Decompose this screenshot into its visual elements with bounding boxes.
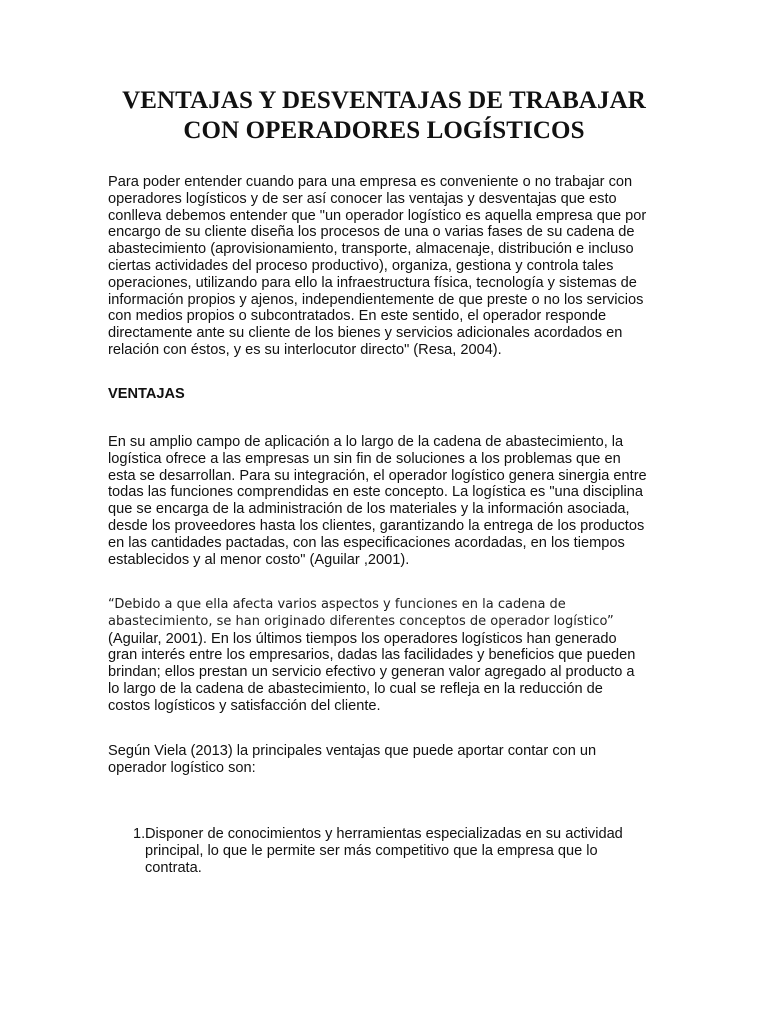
title-line: VENTAJAS Y DESVENTAJAS DE TRABAJAR — [122, 87, 646, 114]
text-line: operadores logísticos y de ser así conocer las ventajas y desventajas que esto — [108, 190, 617, 207]
section-heading-ventajas: VENTAJAS — [108, 386, 185, 402]
text-line: lo largo de la cadena de abastecimiento, lo cual se refleja en la reducción de — [108, 680, 603, 697]
text-line: relación con éstos, y es su interlocutor directo" (Resa, 2004). — [108, 341, 502, 358]
text-line: operador logístico son: — [108, 759, 256, 776]
text-line: costos logísticos y satisfacción del cliente. — [108, 697, 381, 714]
text-line: operaciones, utilizando para ello la infraestructura física, tecnología y sistemas de — [108, 274, 637, 291]
text-line: en las cantidades pactadas, con las especificaciones acordadas, en los tiempos — [108, 534, 625, 551]
title-line: CON OPERADORES LOGÍSTICOS — [183, 117, 585, 144]
text-line: desde los proveedores hasta los clientes, garantizando la entrega de los productos — [108, 517, 645, 534]
paragraph-aplicacion — [108, 434, 668, 568]
text-line: todas las funciones comprendidas en este concepto. La logística es "una disciplina — [108, 484, 643, 501]
quote-line: abastecimiento, se han originado diferentes conceptos de operador logístico” — [108, 613, 614, 629]
list-item-number: 1. — [133, 826, 146, 842]
text-line: información propios y ajenos, independientemente de que preste o no los servicios — [108, 291, 644, 308]
paragraph-intro — [108, 174, 668, 359]
text-line: principal, lo que le permite ser más competitivo que la empresa que lo — [145, 842, 598, 859]
page-title — [60, 86, 708, 146]
text-line: encargo de su cliente diseña los procesos de una o varias fases de su cadena de — [108, 224, 635, 241]
text-line: con medios propios o subcontratados. En este sentido, el operador responde — [108, 308, 607, 325]
text-line: Disponer de conocimientos y herramientas especializadas en su actividad — [145, 826, 623, 842]
paragraph-cita — [108, 597, 668, 715]
ventajas-list — [108, 826, 668, 876]
text-line: conlleva debemos entender que "un operador logístico es aquella empresa que por — [108, 207, 647, 224]
list-item — [108, 826, 668, 876]
text-line: gran interés entre los empresarios, dadas las facilidades y beneficios que pueden — [108, 647, 636, 664]
quote-line: “Debido a que ella afecta varios aspectos y funciones en la cadena de — [108, 597, 566, 612]
text-line: En su amplio campo de aplicación a lo largo de la cadena de abastecimiento, la — [108, 434, 624, 450]
text-line: directamente ante su cliente de los bienes y servicios adicionales acordados en — [108, 325, 623, 342]
text-line: contrata. — [145, 859, 202, 876]
text-line: establecidos y al menor costo" (Aguilar ,2001). — [108, 551, 410, 568]
text-line: esta se desarrollan. Para su integración, el operador logístico genera sinergia entre — [108, 467, 647, 484]
text-line: Según Viela (2013) la principales ventajas que puede aportar contar con un — [108, 743, 597, 759]
text-line: Para poder entender cuando para una empresa es conveniente o no trabajar con — [108, 174, 633, 190]
text-line: que se encarga de la administración de los materiales y la información asociada, — [108, 501, 630, 518]
text-line: brindan; ellos prestan un servicio efectivo y generan valor agregado al producto a — [108, 664, 635, 681]
text-line: logística ofrece a las empresas un sin fin de soluciones a los problemas que en — [108, 450, 621, 467]
text-line: abastecimiento (aprovisionamiento, transporte, almacenaje, distribución e incluso — [108, 241, 634, 258]
paragraph-viela — [108, 743, 668, 777]
text-line: ciertas actividades del proceso productivo), organiza, gestiona y controla tales — [108, 257, 614, 274]
text-line: (Aguilar, 2001). En los últimos tiempos los operadores logísticos han generado — [108, 630, 617, 647]
